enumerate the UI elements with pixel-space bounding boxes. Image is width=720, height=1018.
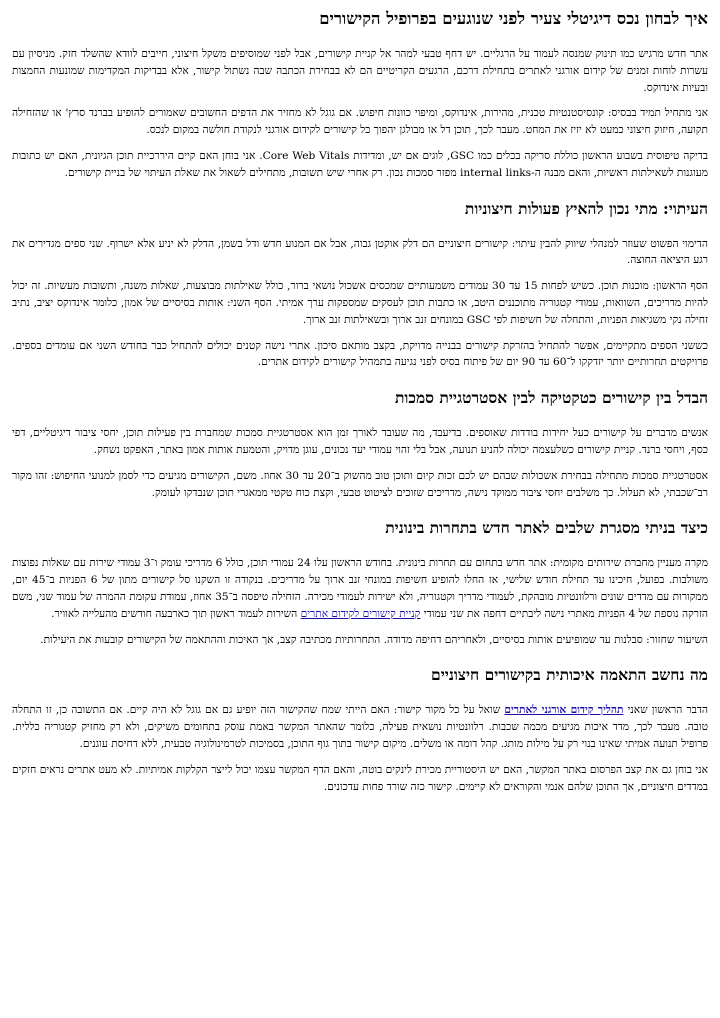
quality-paragraph-1 [12,702,708,752]
framework-text-2: השירות לעמוד ראשון תוך כארבעה חודשים מהעלייה לאוויר. [51,607,298,620]
intro-paragraph-1: אתר חדש מרגיש כמו תינוק שמנסה לעמוד על הרגליים. יש דחף טבעי למהר אל קניית קישורים, אבל לפני שמוסיפים משקל חיצוני, חייבים לוודא שהשלד חזק. מניסיון עם עשרות לוחות זמנים של קידום אורגני לאתרים בתחילת דרכם, הרגעים הקריטיים הם לא בבחירת הכתבה שבה נשתול קישור, אלא בבדיקות המקדימות שמונעות החמצות ובעיות אינדוקס. [12,48,708,94]
timing-paragraph-1: הדימוי הפשוט שעוזר למנהלי שיווק להבין עיתוי: קישורים חיצוניים הם דלק אוקטן גבוה, אבל אם המנוע חדש ודל בשמן, הדלק לא יניע אלא ישרוף. שני ספים מגדירים את רגע היציאה החוצה. [12,237,708,267]
framework-paragraph-1 [12,555,708,622]
quality-paragraph-2: אני בוחן גם את קצב הפרסום באתר המקשר, האם יש היסטוריית מכירת לינקים בוטה, והאם הדף המקשר עצמו יכול לייצר הקלקות אמיתיות. לא מעט אתרים נראים חזקים במדדים חיצוניים, אך התוכן שלהם אנמי והקוראים לא קיימים. קישור כזה שורד פחות עדכונים. [12,763,708,793]
framework-link[interactable]: קניית קישורים לקידום אתרים [300,607,421,620]
section-heading-authority: הבדל בין קישורים כטקטיקה לבין אסטרטגיית סמכות [394,388,708,408]
quality-text-1: הדבר הראשון שאני [627,704,708,717]
section-heading-framework: כיצד בניתי מסגרת שלבים לאתר חדש בתחרות בינונית [385,518,708,538]
intro-paragraph-2: אני מתחיל תמיד בבסיס: קונסיסטנטיות טכנית, מהירות, אינדוקס, ומיפוי כוונות חיפוש. אם גוגל לא מחזיר את הדפים החשובים שאמורים להופיע בברנד סרץ' או שהזחילה תקועה, חיזוק חיצוני כמעט לא יזיז את המחט. מעבר לכך, תוכן דל או מבולגן יהפוך כל קישורים לקידום אורגני לנקודת חולשה במקום לנכס. [12,107,708,137]
lesson-paragraph: השיעור שחזור: סבלנות עד שמופיעים אותות בסיסיים, ולאחריהם דחיפה מדודה. התחרותיות מכתיבה קצב, אך האיכות וההתאמה של הקישורים קובעות את היעילות. [40,633,708,646]
quality-text-2: שואל על כל מקור קישור: האם הייתי שמח שהקישור הזה יופיע גם אם גוגל לא היה קיים. אם התשובה כן, זו התחלה טובה. מעבר לכך, מדד איכות מגיעים מכמה שכבות. רלוונטיות נושאית פעילה, כלומר שהאתר המקשר באמת עוסק בתחומים משיקים, ולא רק מחזיק קטגוריה כללית. פרופיל תנועה אמיתי שאינו בנוי רק על מילות מותג. קהל דומה או משלים. מיקום קישור בתוך גוף התוכן, בסמיכות לטרמינולוגיה טבעית, ללא דחיסת עוגנים. [12,704,708,750]
article-title: איך לבחון נכס דיגיטלי צעיר לפני שנוגעים בפרופיל הקישורים [319,9,708,28]
section-heading-timing: העיתוי: מתי נכון להאיץ פעולות חיצוניות [464,198,708,218]
timing-paragraph-2: הסף הראשון: מוכנות תוכן. כשיש לפחות 15 עד 30 עמודים משמעותיים שמכסים אשכול נושאי ברור, כולל שאילתות מבוצעות, שאלות משנה, ותשובות מעשיות. זה יכול להיות מדריכים, השוואות, עמודי קטגוריה מתוכננים היטב, או כתבות תוכן לעסקים שמספקות ערך אמיתי. הסף השני: אותות בסיסיים של אמון, כלומר אינדוקס יציב, נתיב זחילה נקי משגיאות הפניות, והתחלה של חשיפות לפי GSC במונחים זנב ארוך ובשאילתות זנב ארוך. [12,280,708,326]
timing-paragraph-3: כששני הספים מתקיימים, אפשר להתחיל בהזרקת קישורים בבנייה מדויקת, בקצב מותאם סיכון. אתרי נישה קטנים יכולים להתחיל כבר בחודש השני אם עומדים בספים. פרויקטים תחרותיים יותר יזדקקו ל־60 עד 90 יום של פיתוח בסיס לפני נגיעה בתמהיל קישורים לקידום אתרים. [12,339,708,369]
authority-paragraph-1: אנשים מדברים על קישורים כעל יחידות בודדות שאוספים. בדיעבד, מה שעובד לאורך זמן הוא אסטרטגיית סמכות שמחברת בין פעילות תוכן, יחסי ציבור דיגיטליים, דפי כסף, ויחסי ברנד. קניית קישורים כשלעצמה יכולה להניע תנועה, אבל בלי זהוי עמודי יעד נכונים, עוגן מדויק, והטמעת אותות אמון באתר, האפקט נשחק. [12,427,708,456]
authority-paragraph-2: אסטרטגיית סמכות מתחילה בבחירת אשכולות שבהם יש לכם זכות קיום ותוכן טוב מהשוק ב־20 עד 30 אחוז. משם, הקישורים מגיעים כדי לסמן למנועי החיפוש: זהו מקור רב־שכבתי, לא תעלול. כך משלבים יחסי ציבור ממוקד נישה, מדריכים שזוכים לציטוט טבעי, וקצת כוח טקטי ממאגרי תוכן שנבדקו לעומק. [12,469,708,499]
quality-link[interactable]: תהליך קידום אורגני לאתרים [504,704,624,717]
section-heading-quality: מה נחשב התאמה איכותית בקישורים חיצוניים [431,665,708,685]
framework-text-1: מקרה מעניין מחברת שירותים מקומית: אתר חדש בתחום עם תחרות בינונית. בחודש הראשון עלו 24 עמודי תוכן, כולל 6 מדריכי עומק ו־3 עמודי שירות עם שאלות נפוצות משולבות. בפועל, חיכינו עד תחילת חודש שלישי, אז החלו להופיע חשיפות במונחי זנב ארוך על מדריכים. בנקודה זו השקנו סל קישורים מתון של 6 הפניות ב־45 יום, ממקורות עם מדדים שונים ורלוונטיות מובהקת, לעמודי מדריך וקטגוריה, ולא ישירות לעמודי מכירה. הזחילה טיפסה ב־35 אחוז, עמודת עקומת ההמרה של עמוד שני, משם הזרקה נוספת של 4 הפניות מאתרי נישה ליבתיים דחפה את שני עמודי [12,557,708,620]
intro-paragraph-3: בדיקה טיפוסית בשבוע הראשון כוללת סריקה בכלים כמו GSC, לוגים אם יש, ומדידות Core Web Vitals. אני בוחן האם קיים היררכיית תוכן הגיונית, האם יש כתובות מעוגנות לשאילתות ראשיות, והאם מבנה ה-internal links מפזר סמכות נכון. רק אחרי שיש תשובות, מתחילים לשאול את שאלת העיתוי של בניית קישורים. [12,149,708,179]
